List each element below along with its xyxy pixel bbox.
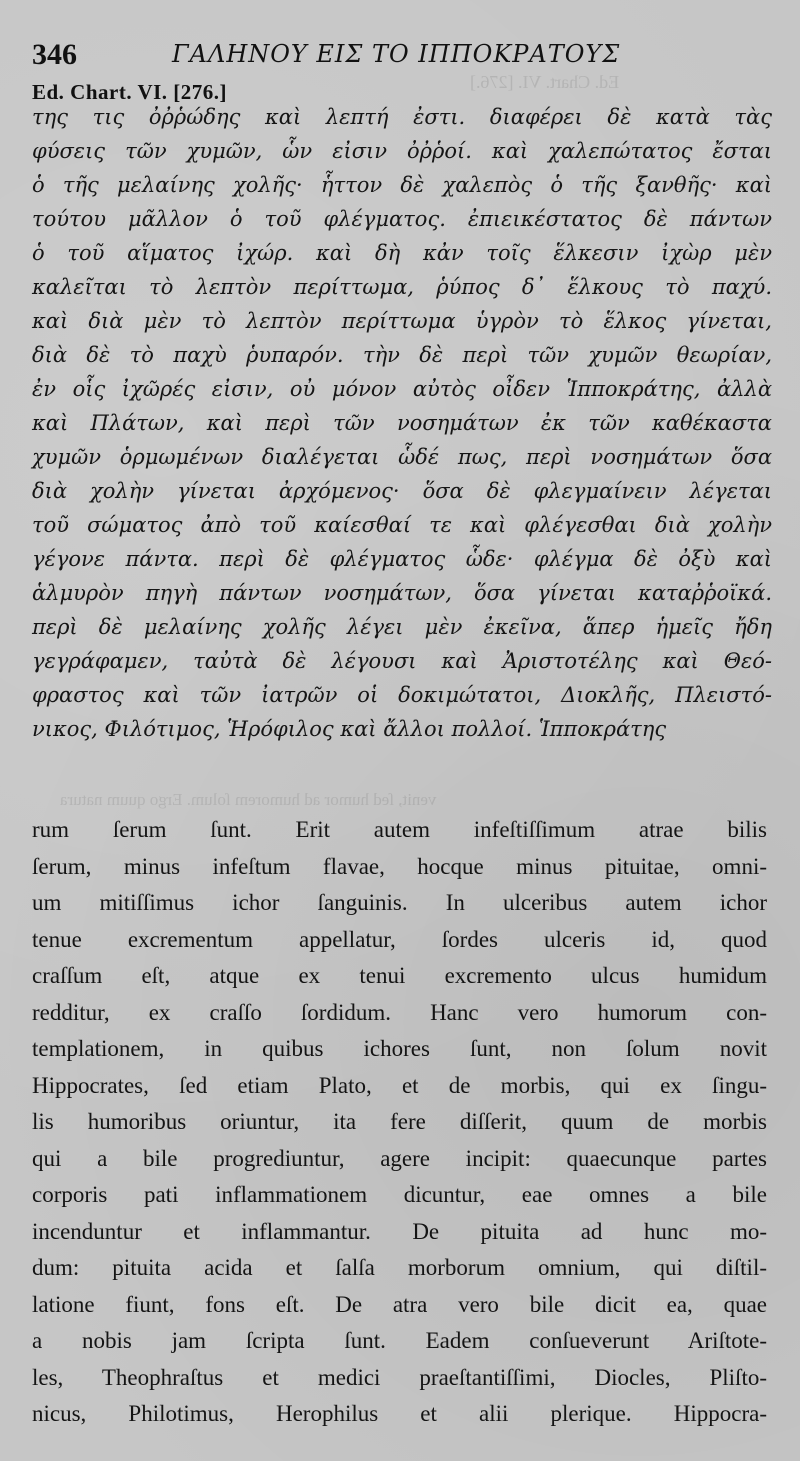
edition-reference: Ed. Chart. VI. [276.] — [32, 80, 228, 104]
latin-line: Hippocrates, ſed etiam Plato, et de morbis, qui ex ſingu- — [32, 1072, 767, 1098]
latin-line: nicus, Philotimus, Herophilus et alii plerique. Hippocra- — [32, 1401, 767, 1426]
latin-line: corporis pati inflammationem dicuntur, eae omnes a bile — [32, 1182, 767, 1207]
greek-line: ὁ τῆς μελαίνης χολῆς· ἧττον δὲ χαλεπὸς ὁ τῆς ξανθῆς· καὶ — [32, 173, 772, 197]
latin-text-block — [32, 812, 767, 1433]
greek-line: φύσεις τῶν χυμῶν, ὧν εἰσιν ὀῤῥοί. καὶ χαλεπώτατος ἔσται — [32, 139, 772, 163]
page-number: 346 — [32, 38, 77, 71]
latin-line: tenue excrementum appellatur, ſordes ulceris id, quod — [32, 926, 767, 952]
latin-line: qui a bile progrediuntur, agere incipit: quaecunque partes — [32, 1145, 767, 1171]
greek-line: καὶ Πλάτων, καὶ περὶ τῶν νοσημάτων ἐκ τῶν καθέκαστα — [32, 411, 772, 435]
latin-line: ſerum, minus infeſtum flavae, hocque minus pituitae, omni- — [32, 853, 767, 879]
greek-line: γεγράφαμεν, ταὐτὰ δὲ λέγουσι καὶ Ἀριστοτέλης καὶ Θεό- — [32, 649, 772, 673]
page-header — [32, 36, 772, 76]
greek-line: χυμῶν ὁρμωμένων διαλέγεται ὧδέ πως, περὶ νοσημάτων ὅσα — [32, 445, 772, 469]
latin-line: incenduntur et inflammantur. De pituita ad hunc mo- — [32, 1218, 767, 1244]
greek-line: τούτου μᾶλλον ὁ τοῦ φλέγματος. ἐπιεικέστατος δὲ πάντων — [32, 207, 772, 231]
greek-line: νικος, Φιλότιμος, Ἡρόφιλος καὶ ἄλλοι πολλοί. Ἱπποκράτης — [32, 717, 667, 741]
bleed-through-text: Ed. Chart. VI. [276.] — [470, 72, 620, 92]
running-title: ΓΑΛΗΝΟΥ ΕΙΣ ΤΟ ΙΠΠΟΚΡΑΤΟΥΣ — [172, 40, 621, 68]
greek-line: τοῦ σώματος ἀπὸ τοῦ καίεσθαί τε καὶ φλέγεσθαι διὰ χολὴν — [32, 513, 772, 537]
greek-text-block — [32, 100, 772, 746]
greek-line: διὰ χολὴν γίνεται ἀρχόμενος· ὅσα δὲ φλεγμαίνειν λέγεται — [32, 479, 772, 503]
greek-line: φραστος καὶ τῶν ἰατρῶν οἱ δοκιμώτατοι, Διοκλῆς, Πλειστό- — [32, 683, 772, 707]
greek-line: περὶ δὲ μελαίνης χολῆς λέγει μὲν ἐκεῖνα, ἅπερ ἡμεῖς ἤδη — [32, 615, 772, 639]
greek-line: ἁλμυρὸν πηγὴ πάντων νοσημάτων, ὅσα γίνεται καταῤῥοϊκά. — [32, 581, 772, 605]
latin-line: lis humoribus oriuntur, ita fere diſſerit, quum de morbis — [32, 1109, 767, 1134]
greek-line: της τις ὀῤῥώδης καὶ λεπτή ἐστι. διαφέρει δὲ κατὰ τὰς — [32, 105, 772, 129]
latin-line: templationem, in quibus ichores ſunt, non ſolum novit — [32, 1036, 767, 1061]
greek-line: διὰ δὲ τὸ παχὺ ῥυπαρόν. τὴν δὲ περὶ τῶν χυμῶν θεωρίαν, — [32, 343, 772, 367]
latin-line: dum: pituita acida et ſalſa morborum omnium, qui diſtil- — [32, 1255, 767, 1280]
greek-line: καλεῖται τὸ λεπτὸν περίττωμα, ῥύπος δ᾽ ἕλκους τὸ παχύ. — [32, 275, 772, 299]
latin-line: um mitiſſimus ichor ſanguinis. In ulceribus autem ichor — [32, 890, 767, 915]
latin-line: latione fiunt, fons eſt. De atra vero bile dicit ea, quae — [32, 1291, 767, 1317]
latin-line: craſſum eſt, atque ex tenui excremento ulcus humidum — [32, 963, 767, 988]
latin-line: les, Theophraſtus et medici praeſtantiſſimi, Diocles, Pliſto- — [32, 1364, 767, 1390]
greek-line: ἐν οἷς ἰχῶρές εἰσιν, οὐ μόνον αὐτὸς οἶδεν Ἱπποκράτης, ἀλλὰ — [32, 377, 772, 401]
latin-line: a nobis jam ſcripta ſunt. Eadem conſueverunt Ariſtote- — [32, 1328, 767, 1353]
bleed-through-text: venit, ſed humor ad humorem ſolum. Ergo quum natura — [60, 790, 437, 809]
greek-line: καὶ διὰ μὲν τὸ λεπτὸν περίττωμα ὑγρὸν τὸ ἕλκος γίνεται, — [32, 309, 772, 333]
greek-line: ὁ τοῦ αἵματος ἰχώρ. καὶ δὴ κἀν τοῖς ἕλκεσιν ἰχὼρ μὲν — [32, 241, 772, 265]
latin-line: redditur, ex craſſo ſordidum. Hanc vero humorum con- — [32, 999, 767, 1025]
greek-line: γέγονε πάντα. περὶ δὲ φλέγματος ὧδε· φλέγμα δὲ ὀξὺ καὶ — [32, 547, 772, 571]
latin-line: rum ſerum ſunt. Erit autem infeſtiſſimum atrae bilis — [32, 817, 767, 842]
